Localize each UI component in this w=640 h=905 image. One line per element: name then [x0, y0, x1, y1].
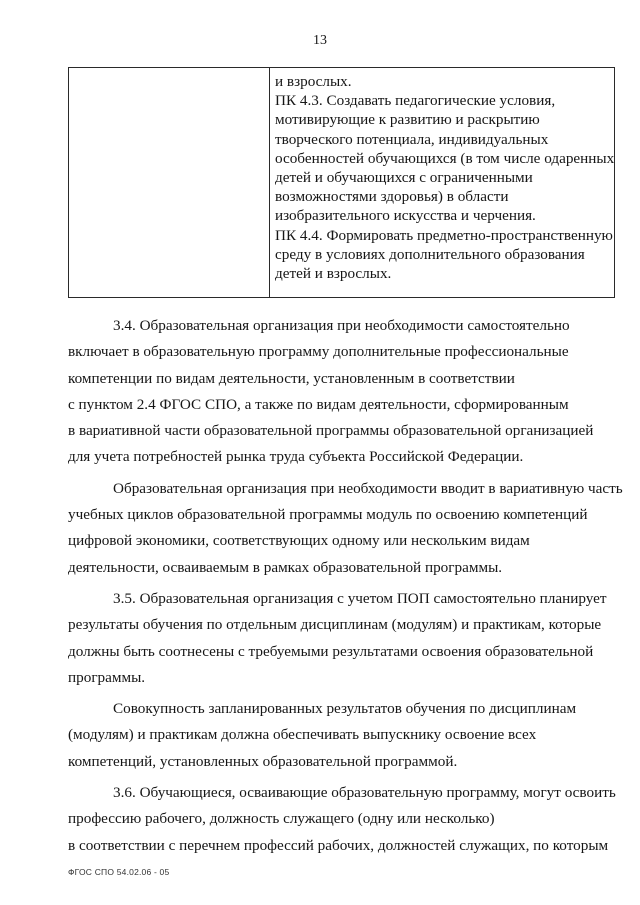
page-number: 13: [313, 33, 327, 48]
document-footer: ФГОС СПО 54.02.06 - 05: [68, 867, 170, 877]
paragraph-planned-results: [68, 696, 615, 775]
paragraph-line: в соответствии с перечнем профессий рабочих, должностей служащих, по которым: [68, 836, 609, 854]
paragraph-line: цифровой экономики, соответствующих одному или нескольким видам: [68, 532, 530, 550]
paragraph-line: 3.6. Обучающиеся, осваивающие образовательную программу, могут освоить: [113, 784, 616, 802]
paragraph-line: Совокупность запланированных результатов обучения по дисциплинам: [113, 700, 577, 718]
paragraph-3-6: [68, 780, 615, 859]
cell-line: ПК 4.3. Создавать педагогические условия,: [275, 92, 556, 110]
paragraph-digital-economy: [68, 476, 623, 581]
cell-line: ПК 4.4. Формировать предметно-пространственную: [275, 226, 613, 244]
paragraph-line: должны быть соотнесены с требуемыми результатами освоения образовательной: [68, 642, 594, 660]
cell-line: мотивирующие к развитию и раскрытию: [275, 111, 540, 129]
cell-line: среду в условиях дополнительного образования: [275, 245, 585, 263]
paragraph-line: компетенции по видам деятельности, установленным в соответствии: [68, 369, 515, 387]
paragraph-line: компетенций, установленных образовательной программой.: [68, 752, 458, 770]
paragraph-line: 3.4. Образовательная организация при необходимости самостоятельно: [113, 317, 570, 334]
paragraph-3-4: [68, 313, 615, 471]
cell-line: особенностей обучающихся (в том числе одаренных: [275, 149, 615, 167]
paragraph-line: Образовательная организация при необходимости вводит в вариативную часть: [113, 479, 623, 497]
cell-line: детей и обучающихся с ограниченными: [275, 169, 533, 187]
paragraph-line: с пунктом 2.4 ФГОС СПО, а также по видам деятельности, сформированным: [68, 395, 569, 413]
table-cell-competencies: [275, 72, 615, 283]
paragraph-line: результаты обучения по отдельным дисциплинам (модулям) и практикам, которые: [68, 616, 602, 634]
paragraph-line: (модулям) и практикам должна обеспечивать выпускнику освоение всех: [68, 726, 537, 744]
paragraph-line: деятельности, осваиваемым в рамках образовательной программы.: [68, 558, 503, 576]
cell-line: возможностями здоровья) в области: [275, 188, 509, 206]
cell-line: творческого потенциала, индивидуальных: [275, 130, 549, 148]
paragraph-3-5: [68, 586, 615, 691]
cell-line: изобразительного искусства и черчения.: [275, 207, 536, 225]
paragraph-line: учебных циклов образовательной программы модуль по освоению компетенций: [68, 506, 588, 524]
paragraph-line: для учета потребностей рынка труда субъекта Российской Федерации.: [68, 448, 524, 466]
paragraph-line: 3.5. Образовательная организация с учетом ПОП самостоятельно планирует: [113, 589, 607, 607]
paragraph-line: включает в образовательную программу дополнительные профессиональные: [68, 343, 569, 361]
paragraph-line: программы.: [68, 668, 146, 686]
cell-line: и взрослых.: [275, 73, 352, 90]
cell-line: детей и взрослых.: [275, 265, 392, 283]
paragraph-line: профессию рабочего, должность служащего (одну или несколько): [68, 810, 495, 828]
competency-table: [68, 67, 615, 298]
table-column-divider: [269, 68, 270, 297]
document-body: [68, 313, 623, 859]
paragraph-line: в вариативной части образовательной программы образовательной организацией: [68, 422, 594, 440]
